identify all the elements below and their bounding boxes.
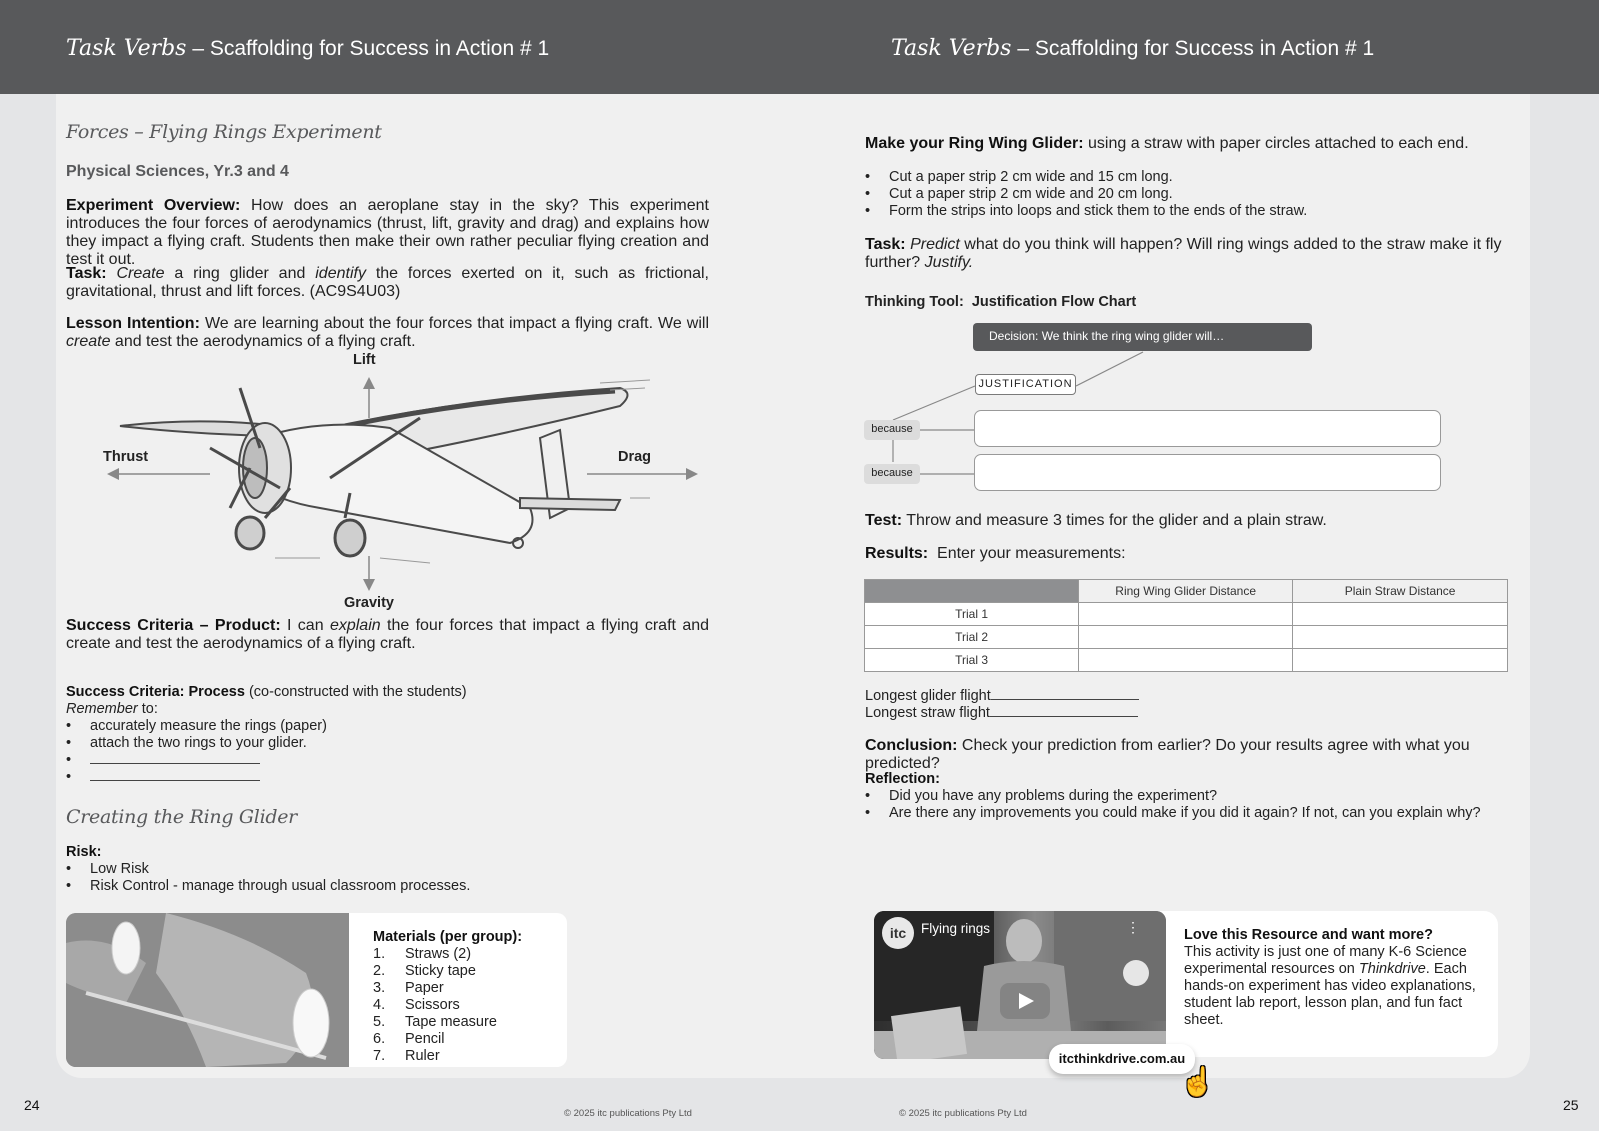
test-text: Throw and measure 3 times for the glider and a plain straw. <box>902 512 1327 529</box>
more-options-icon[interactable]: ⋮ <box>1126 919 1140 935</box>
copyright-right: © 2025 itc publications Pty Ltd <box>899 1108 1027 1119</box>
straw-distance-cell[interactable] <box>1293 649 1508 672</box>
results-line <box>865 545 1515 563</box>
conclusion-text: Check your prediction from earlier? Do your results agree with what you predicted? <box>865 737 1470 772</box>
hand-pointer-icon: ☝ <box>1180 1066 1215 1097</box>
header-title-left <box>66 36 549 61</box>
material-item: 1. Straws (2) <box>373 946 472 962</box>
process-item: • attach the two rings to your glider. <box>66 735 709 752</box>
risk-section <box>66 844 709 895</box>
table-header-corner <box>865 580 1079 603</box>
blank-line[interactable] <box>90 769 260 781</box>
test-line <box>865 512 1515 530</box>
reason-input-1[interactable] <box>974 410 1441 447</box>
header-dash: – <box>1011 37 1035 60</box>
blank-line[interactable] <box>90 752 260 764</box>
promo-title: Love this Resource and want more? <box>1184 927 1433 943</box>
material-item: 6. Pencil <box>373 1031 445 1047</box>
task-paragraph <box>66 265 709 301</box>
make-glider <box>865 135 1515 153</box>
ring-glider-photo <box>66 913 349 1067</box>
reflection-item: • Are there any improvements you could make if you did it again? If not, can you explain why? <box>865 805 1525 822</box>
promo-body: . Each hands-on experiment has video explanations, student lab report, lesson plan, and fun fact sheet. <box>1184 961 1476 1028</box>
process-list <box>66 718 709 786</box>
table-row <box>865 626 1508 649</box>
promo-text <box>1184 927 1484 1029</box>
predict-task <box>865 236 1515 272</box>
success-criteria-product <box>66 617 709 653</box>
trial-label: Trial 1 <box>865 603 1079 626</box>
page-number-right: 25 <box>1563 1097 1579 1113</box>
step-item: • Cut a paper strip 2 cm wide and 15 cm long. <box>865 169 1515 186</box>
airplane-forces-diagram <box>90 358 710 608</box>
longest-straw-line <box>865 705 1139 722</box>
task-verb-justify: Justify. <box>924 254 974 271</box>
copyright-left: © 2025 itc publications Pty Ltd <box>564 1108 692 1119</box>
material-item: 2. Sticky tape <box>373 963 476 979</box>
thinkdrive-link[interactable]: itcthinkdrive.com.au <box>1049 1044 1195 1074</box>
material-label: Paper <box>405 980 444 996</box>
results-label: Results: <box>865 545 929 562</box>
header-dash: – <box>186 37 210 60</box>
process-item-blank[interactable] <box>66 769 709 786</box>
justification-label: JUSTIFICATION <box>975 374 1076 395</box>
straw-distance-cell[interactable] <box>1293 603 1508 626</box>
table-row <box>865 603 1508 626</box>
test-label: Test: <box>865 512 903 529</box>
task-text: a ring glider and <box>164 265 316 282</box>
video-title: Flying rings <box>921 921 991 936</box>
success-criteria-process <box>66 684 709 786</box>
glider-distance-cell[interactable] <box>1079 649 1293 672</box>
reflection-item: • Did you have any problems during the experiment? <box>865 788 1525 805</box>
header-rest: Scaffolding for Success in Action # 1 <box>1034 37 1375 60</box>
make-label: Make your Ring Wing Glider: <box>865 135 1084 152</box>
table-row <box>865 649 1508 672</box>
lesson-intention <box>66 315 709 351</box>
remember-rest: to: <box>137 701 158 717</box>
longest-glider-label: Longest glider flight <box>865 688 991 704</box>
connector-justification-because <box>893 386 975 420</box>
success-product-text: I can <box>280 617 330 634</box>
table-header: Ring Wing Glider Distance <box>1079 580 1293 603</box>
task-label: Task: <box>865 236 906 253</box>
header-title-right <box>891 36 1374 61</box>
material-item: 3. Paper <box>373 980 444 996</box>
materials-title: Materials (per group): <box>373 929 523 945</box>
video-thumbnail[interactable] <box>874 911 1166 1059</box>
risk-item: • Risk Control - manage through usual classroom processes. <box>66 878 709 895</box>
trial-label: Trial 3 <box>865 649 1079 672</box>
success-process-heading <box>66 684 709 701</box>
materials-items <box>373 946 522 1065</box>
connector-decision-justification <box>1076 352 1143 386</box>
lesson-text: and test the aerodynamics of a flying craft. <box>110 333 416 350</box>
longest-straw-blank[interactable] <box>990 705 1138 717</box>
page-number-left: 24 <box>24 1097 40 1113</box>
longest-straw-label: Longest straw flight <box>865 705 990 721</box>
results-table <box>864 579 1508 672</box>
material-label: Scissors <box>405 997 460 1013</box>
process-item-blank[interactable] <box>66 752 709 769</box>
reflection-list <box>865 788 1525 822</box>
success-product-verb: explain <box>329 617 381 634</box>
reflection-section <box>865 771 1525 822</box>
overview-text: How does an aeroplane stay in the sky? This experiment introduces the four forces of aerodynamics (thrust, lift, gravity and drag) and explains how they impact a flying craft. Students then make their own rather peculiar flying creation and test it out. <box>66 197 709 268</box>
header-rest: Scaffolding for Success in Action # 1 <box>209 37 550 60</box>
materials-list <box>373 929 522 1065</box>
task-verb-identify: identify <box>315 265 366 282</box>
success-process-note: (co-constructed with the students) <box>244 684 467 700</box>
risk-list <box>66 861 709 895</box>
conclusion-label: Conclusion: <box>865 737 958 754</box>
overview-label: Experiment Overview: <box>66 197 241 214</box>
lesson-verb: create <box>66 333 111 350</box>
risk-item: • Low Risk <box>66 861 709 878</box>
material-item: 5. Tape measure <box>373 1014 497 1030</box>
material-label: Straws (2) <box>405 946 472 962</box>
because-label: because <box>864 464 920 484</box>
material-label: Pencil <box>405 1031 445 1047</box>
force-label-drag: Drag <box>618 449 652 465</box>
decision-box: Decision: We think the ring wing glider will… <box>973 323 1312 351</box>
step-item: • Form the strips into loops and stick them to the ends of the straw. <box>865 203 1515 220</box>
glider-distance-cell[interactable] <box>1079 626 1293 649</box>
thinking-tool-heading: Thinking Tool: Justification Flow Chart <box>865 294 1137 310</box>
reason-input-2[interactable] <box>974 454 1441 491</box>
task-verb-predict: Predict <box>910 236 960 253</box>
lesson-label: Lesson Intention: <box>66 315 200 332</box>
longest-flights <box>865 688 1139 722</box>
trial-label: Trial 2 <box>865 626 1079 649</box>
longest-glider-line <box>865 688 1139 705</box>
success-product-text: the four forces that impact a flying craft and create and test the aerodynamics of a flying craft. <box>66 617 710 652</box>
airplane-icon <box>120 380 650 563</box>
step-item: • Cut a paper strip 2 cm wide and 20 cm long. <box>865 186 1515 203</box>
section-title-creating: Creating the Ring Glider <box>66 806 297 828</box>
materials-card <box>66 913 567 1067</box>
remember-word: Remember <box>66 701 138 717</box>
material-item: 4. Scissors <box>373 997 460 1013</box>
steps-list <box>865 169 1515 220</box>
glider-distance-cell[interactable] <box>1079 603 1293 626</box>
play-button-icon[interactable] <box>1000 983 1050 1019</box>
material-label: Ruler <box>405 1048 440 1064</box>
material-label: Sticky tape <box>405 963 476 979</box>
promo-brand: Thinkdrive <box>1358 961 1426 977</box>
task-verb-create: Create <box>116 265 165 282</box>
force-label-lift: Lift <box>353 352 376 368</box>
make-text: using a straw with paper circles attached to each end. <box>1083 135 1469 152</box>
risk-label: Risk: <box>66 844 102 860</box>
table-header: Plain Straw Distance <box>1293 580 1508 603</box>
material-item: 7. Ruler <box>373 1048 440 1064</box>
header-script: Task Verbs <box>891 36 1012 61</box>
success-process-label: Success Criteria: Process <box>66 684 245 700</box>
results-text: Enter your measurements: <box>928 545 1126 562</box>
process-item: • accurately measure the rings (paper) <box>66 718 709 735</box>
force-label-gravity: Gravity <box>344 595 394 611</box>
header-script: Task Verbs <box>66 36 187 61</box>
promo-body: This activity is just one of many K-6 Science experimental resources on <box>1184 944 1467 977</box>
itc-logo: itc <box>882 917 914 949</box>
task-text: the forces exerted on it, such as frictional, gravitational, thrust and lift forces. (AC9S4U03) <box>66 265 710 300</box>
table-header-row <box>865 580 1508 603</box>
longest-glider-blank[interactable] <box>991 688 1139 700</box>
experiment-overview <box>66 197 709 269</box>
reflection-label: Reflection: <box>865 771 940 787</box>
subtitle: Physical Sciences, Yr.3 and 4 <box>66 163 289 180</box>
straw-distance-cell[interactable] <box>1293 626 1508 649</box>
task-label: Task: <box>66 265 107 282</box>
page-title: Forces – Flying Rings Experiment <box>66 121 382 143</box>
remember-line <box>66 701 709 718</box>
lesson-text: We are learning about the four forces that impact a flying craft. We will <box>199 315 710 332</box>
task-text: what do you think will happen? Will ring wings added to the straw make it fly further? <box>865 236 1502 271</box>
material-label: Tape measure <box>405 1014 497 1030</box>
conclusion-line <box>865 737 1525 773</box>
success-product-label: Success Criteria – Product: <box>66 617 281 634</box>
force-label-thrust: Thrust <box>103 449 149 465</box>
because-label: because <box>864 420 920 440</box>
ring-glider-photo-art <box>66 913 349 1067</box>
